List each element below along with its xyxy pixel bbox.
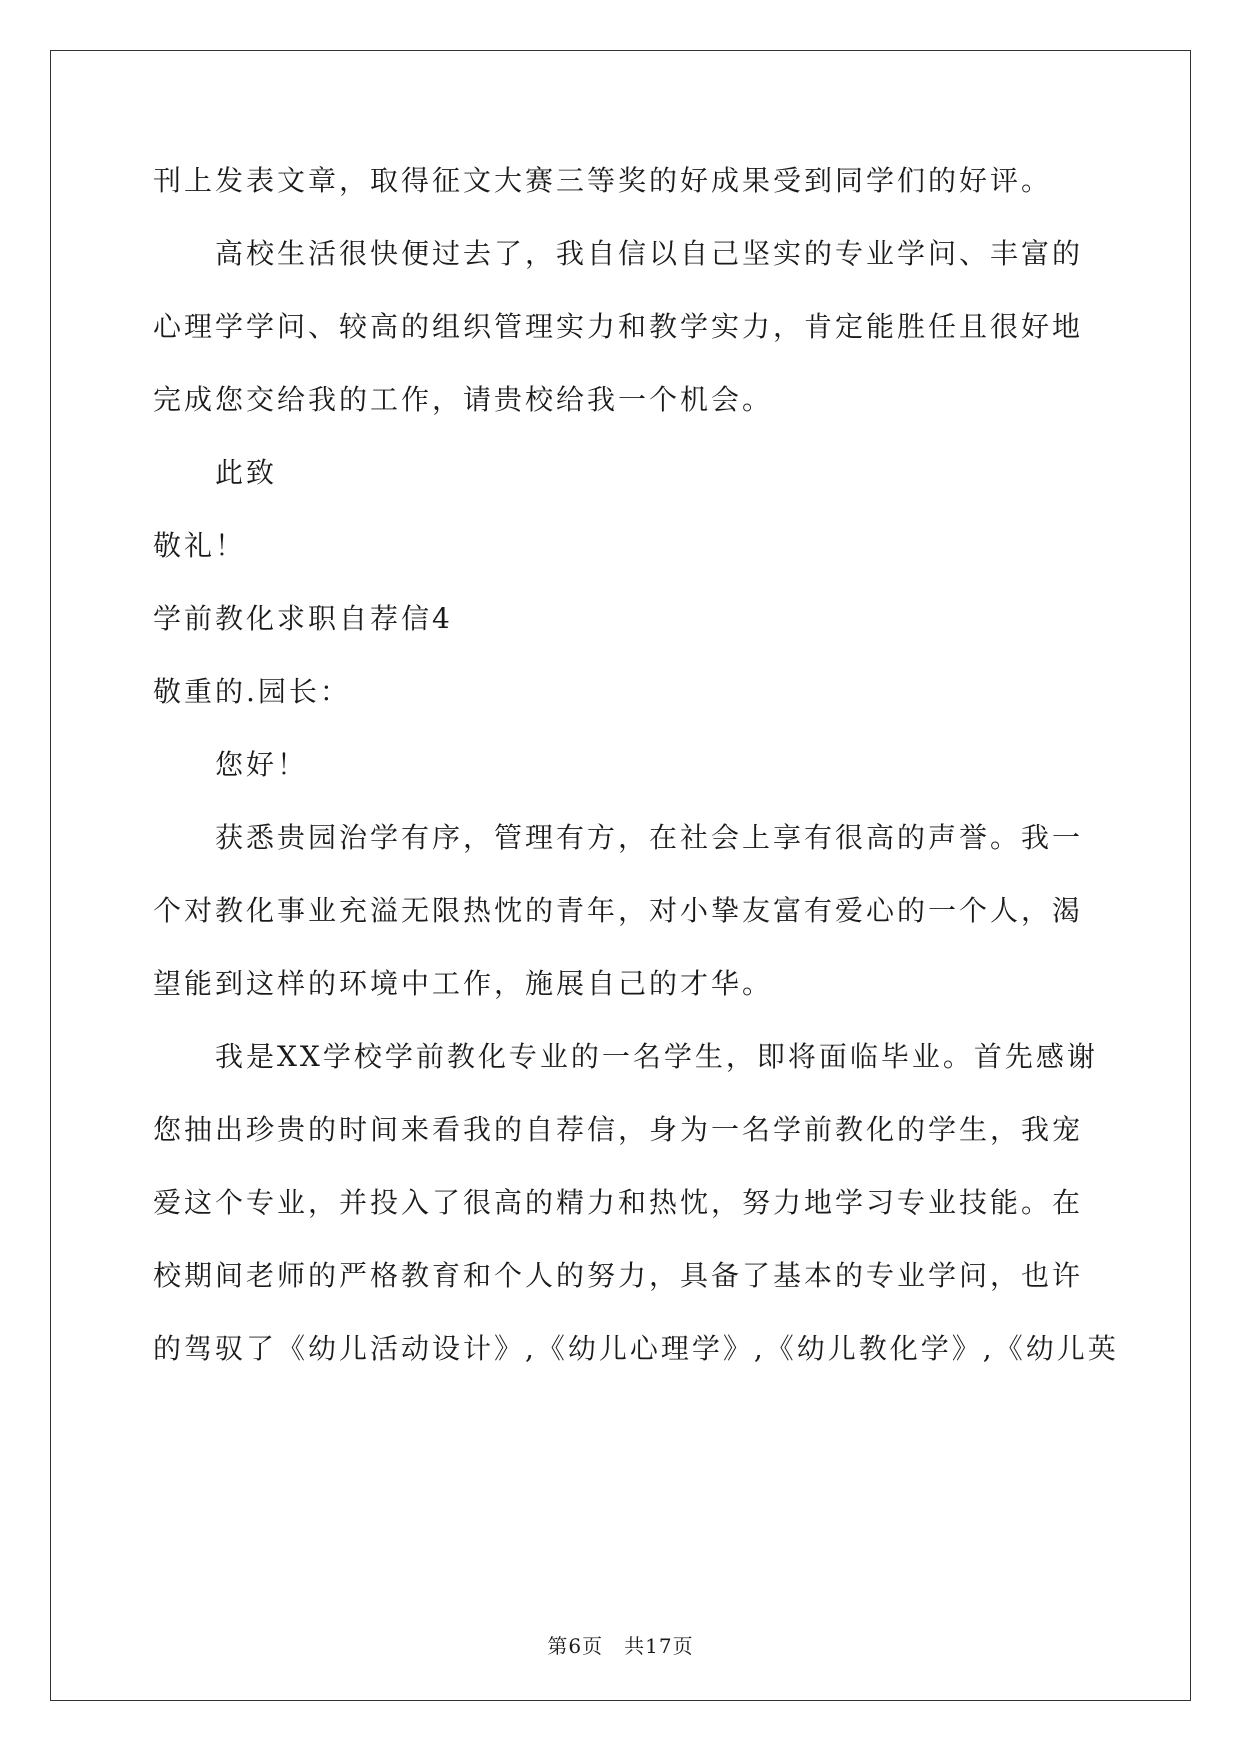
- greeting-line: 敬重的.园长：: [153, 675, 351, 708]
- paragraph-line: 爱这个专业，并投入了很高的精力和热忱，努力地学习专业技能。在: [153, 1186, 1084, 1219]
- paragraph-line: 校期间老师的严格教育和个人的努力，具备了基本的专业学问，也许: [153, 1259, 1084, 1292]
- paragraph-line: 个对教化事业充溢无限热忱的青年，对小挚友富有爱心的一个人，渴: [153, 894, 1084, 927]
- page-number-footer: 第6页 共17页: [547, 1634, 694, 1658]
- closing-line: 此致: [215, 456, 278, 489]
- section-title: 学前教化求职自荐信4: [153, 602, 453, 635]
- paragraph-line: 完成您交给我的工作，请贵校给我一个机会。: [153, 383, 774, 416]
- page-border: [50, 50, 1191, 1701]
- paragraph-line: 获悉贵园治学有序，管理有方，在社会上享有很高的声誉。我一: [215, 821, 1084, 854]
- paragraph-line: 的驾驭了《幼儿活动设计》,《幼儿心理学》,《幼儿教化学》,《幼儿英: [153, 1332, 1119, 1365]
- greeting-line: 您好！: [215, 748, 309, 781]
- salutation-line: 敬礼！: [153, 529, 247, 562]
- paragraph-line: 望能到这样的环境中工作，施展自己的才华。: [153, 967, 774, 1000]
- paragraph-line: 心理学学问、较高的组织管理实力和教学实力，肯定能胜任且很好地: [153, 310, 1084, 343]
- paragraph-line: 我是XX学校学前教化专业的一名学生，即将面临毕业。首先感谢: [215, 1040, 1098, 1073]
- paragraph-line: 您抽出珍贵的时间来看我的自荐信，身为一名学前教化的学生，我宠: [153, 1113, 1084, 1146]
- paragraph-line: 高校生活很快便过去了，我自信以自己坚实的专业学问、丰富的: [215, 237, 1084, 270]
- paragraph-line: 刊上发表文章，取得征文大赛三等奖的好成果受到同学们的好评。: [153, 164, 1053, 197]
